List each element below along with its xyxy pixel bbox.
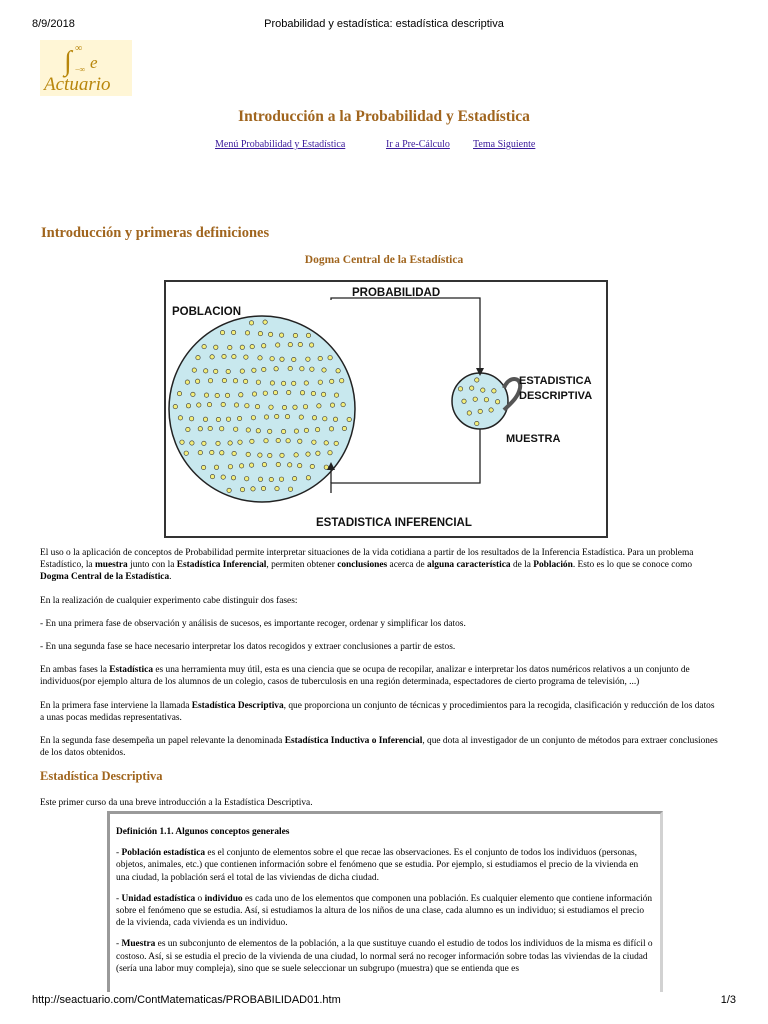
population-dot [279,477,283,481]
population-dot [221,402,225,406]
population-dot [298,342,302,346]
population-dot [252,392,256,396]
population-dot [186,427,190,431]
population-dot [293,333,297,337]
population-dot [334,393,338,397]
logo-e: e [90,53,98,72]
population-dot [214,345,218,349]
population-dot [288,463,292,467]
next-topic-link[interactable]: Tema Siguiente [473,139,536,150]
population-dot [250,344,254,348]
population-dot [226,417,230,421]
population-dot [245,331,249,335]
population-dot [309,343,313,347]
menu-link[interactable]: Menú Probabilidad y Estadística [215,139,346,150]
population-dot [481,388,485,392]
population-dot [231,476,235,480]
population-dot [268,332,272,336]
population-dot [234,427,238,431]
population-dot [198,427,202,431]
population-dot [342,426,346,430]
population-dot [256,429,260,433]
population-dot [458,387,462,391]
population-dot [317,404,321,408]
population-dot [311,391,315,395]
label-muestra: MUESTRA [506,433,561,445]
population-dot [467,411,471,415]
population-dot [285,414,289,418]
population-dot [251,416,255,420]
population-dot [288,342,292,346]
population-dot [273,390,277,394]
population-dot [232,451,236,455]
population-dot [244,355,248,359]
print-page-number: 1/3 [720,994,736,1006]
population-dot [324,441,328,445]
population-dot [328,451,332,455]
population-dot [292,357,296,361]
definition-title: Definición 1.1. Algunos conceptos generales [116,827,290,837]
population-dot [240,487,244,491]
label-estadistica: ESTADISTICA [519,375,592,387]
population-dot [269,477,273,481]
population-dot [315,427,319,431]
population-dot [276,438,280,442]
population-dot [299,415,303,419]
population-dot [258,356,262,360]
population-dot [204,369,208,373]
population-dot [234,403,238,407]
population-dot [180,440,184,444]
dogma-diagram-svg [164,280,608,538]
population-dot [280,453,284,457]
population-dot [310,464,314,468]
population-dot [347,417,351,421]
population-dot [255,404,259,408]
label-inferencial: ESTADISTICA INFERENCIAL [316,517,472,529]
population-dot [246,452,250,456]
population-dot [258,331,262,335]
pre-calculo-link[interactable]: Ir a Pre-Cálculo [386,139,450,150]
population-dot [210,474,214,478]
population-dot [222,354,226,358]
paragraph-fase-1: - En una primera fase de observación y análisis de sucesos, es importante recoger, ordenar y simplificar los datos. [40,618,466,629]
subsection-heading: Estadística Descriptiva [40,769,163,784]
population-dot [249,321,253,325]
population-dot [202,441,206,445]
paragraph-fase-2: - En una segunda fase se hace necesario interpretar los datos recogidos y extraer conclusiones a partir de estos. [40,642,456,653]
population-dot [231,330,235,334]
population-dot [186,404,190,408]
population-dot [203,417,207,421]
population-dot [310,367,314,371]
label-probabilidad: PROBABILIDAD [352,287,441,299]
population-dot [306,452,310,456]
population-dot [336,369,340,373]
population-dot [475,421,479,425]
population-dot [269,405,273,409]
definition-poblacion: - Población estadística es el conjunto de elementos sobre el que recae las observaciones. Es el conjunto de todos los individuos (personas, objetos, animales, etc.) que contienen información sobre el fenómeno que se estudia. Por ejemplo, si estudiamos el precio de la vivienda en una ciudad, la población será el total de las viviendas de dicha ciudad. [116,848,639,883]
label-descriptiva: DESCRIPTIVA [519,390,593,402]
population-dot [294,453,298,457]
population-dot [306,333,310,337]
population-dot [495,400,499,404]
dogma-heading: Dogma Central de la Estadística [304,254,464,266]
logo-sub: −∞ [75,65,86,74]
population-dot [232,354,236,358]
population-dot [177,391,181,395]
population-dot [252,368,256,372]
population-dot [288,487,292,491]
population-dot [210,450,214,454]
population-dot [300,391,304,395]
population-dot [198,450,202,454]
population-dot [292,476,296,480]
population-dot [210,355,214,359]
population-dot [233,379,237,383]
population-dot [258,477,262,481]
logo-integral: ∫ [64,46,72,77]
population-dot [221,475,225,479]
population-dot [207,402,211,406]
population-dot [275,414,279,418]
population-dot [316,451,320,455]
population-dot [243,379,247,383]
population-dot [312,416,316,420]
population-dot [191,392,195,396]
population-dot [220,330,224,334]
population-dot [281,381,285,385]
population-dot [306,357,310,361]
paragraph-fases: En la realización de cualquier experimento cabe distinguir dos fases: [40,595,298,606]
population-dot [298,463,302,467]
population-dot [262,462,266,466]
article-body [40,547,720,820]
population-dot [240,345,244,349]
print-page-title: Probabilidad y estadística: estadística descriptiva [264,18,504,30]
population-dot [239,393,243,397]
population-dot [303,405,307,409]
definition-box [107,811,663,992]
print-header [0,8,768,28]
population-dot [298,439,302,443]
population-dot [250,439,254,443]
population-dot [262,344,266,348]
population-dot [208,379,212,383]
population-dot [220,427,224,431]
population-dot [270,357,274,361]
population-dot [330,379,334,383]
population-dot [276,462,280,466]
population-dot [220,451,224,455]
population-dot [321,392,325,396]
population-dot [226,369,230,373]
population-dot [184,451,188,455]
population-dot [334,441,338,445]
population-dot [227,488,231,492]
population-dot [240,369,244,373]
population-dot [287,390,291,394]
population-dot [251,487,255,491]
population-dot [249,463,253,467]
population-dot [280,357,284,361]
population-dot [484,398,488,402]
population-dot [214,465,218,469]
paragraph-descriptiva: En la primera fase interviene la llamada Estadística Descriptiva, que proporciona un conjunto de técnicas y procedimientos para la recogida, clasificación y reducción de los datos a unas pocas medidas representativas. [40,700,715,723]
population-dot [282,405,286,409]
population-dot [245,404,249,408]
population-dot [264,439,268,443]
population-dot [197,403,201,407]
population-dot [189,417,193,421]
population-dot [216,441,220,445]
population-dot [304,381,308,385]
population-dot [185,380,189,384]
population-dot [294,429,298,433]
population-dot [246,428,250,432]
population-dot [462,399,466,403]
print-url: http://seactuario.com/ContMatematicas/PROBABILIDAD01.htm [32,994,341,1006]
population-dot [276,343,280,347]
population-dot [492,389,496,393]
population-dot [263,320,267,324]
population-dot [323,417,327,421]
population-dot [228,465,232,469]
population-dot [268,429,272,433]
population-dot [329,427,333,431]
population-dot [214,369,218,373]
population-dot [322,368,326,372]
population-dot [268,453,272,457]
population-dot [190,441,194,445]
section-heading: Introducción y primeras definiciones [41,225,270,241]
population-dot [216,417,220,421]
population-dot [173,404,177,408]
population-dot [478,409,482,413]
population-dot [192,368,196,372]
logo-graphic [40,40,132,96]
population-dot [340,379,344,383]
population-dot [470,386,474,390]
population-dot [261,486,265,490]
population-dot [225,393,229,397]
paragraph-estadistica: En ambas fases la Estadística es una herramienta muy útil, esta es una ciencia que se ocupa de recopilar, analizar e interpretar los datos numéricos relativos a un conjunto de individuos(por ejemplo altura de los alumnos de un colegio, casos de tuberculosis en una región determinada, espectadores de cierto programa de televisión, ...) [40,665,690,688]
population-dot [201,465,205,469]
definition-muestra: - Muestra es un subconjunto de elementos de la población, a la que sustituye cuando el estudio de todos los individuos de la misma es difícil o costoso. Así, si se estudia el precio de la vivienda de una ciudad, lo normal será no recoger información sobre todas las viviendas de la ciudad (sería una labor muy compleja), sino que se suele seleccionar un subgrupo (muestra) que se entienda que es [116,939,653,974]
population-dot [239,464,243,468]
population-dot [328,356,332,360]
population-dot [263,391,267,395]
population-dot [330,403,334,407]
population-dot [256,380,260,384]
population-dot [237,416,241,420]
population-dot [318,356,322,360]
paragraph-inferencial: En la segunda fase desempeña un papel relevante la denominada Estadística Inductiva o Inferencial, que dota al investigador de un conjunto de métodos para extraer conclusiones de los datos obtenidos. [40,736,718,759]
print-date: 8/9/2018 [32,18,75,30]
population-dot [341,402,345,406]
population-dot [489,408,493,412]
logo-sup: ∞ [75,43,83,54]
main-title: Introducción a la Probabilidad y Estadística [238,108,530,125]
site-logo[interactable] [40,40,132,96]
paragraph-intro: Este primer curso da una breve introducción a la Estadística Descriptiva. [40,797,313,808]
population-dot [288,366,292,370]
population-dot [228,441,232,445]
population-dot [274,367,278,371]
population-dot [208,426,212,430]
label-poblacion: POBLACION [172,306,241,318]
population-dot [306,476,310,480]
population-dot [475,378,479,382]
population-dot [264,415,268,419]
paragraph-dogma: El uso o la aplicación de conceptos de Probabilidad permite interpretar situaciones de la vida cotidiana a partir de los resultados de la Inferencia Estadística. Para un problema Estadístico, la muestra junto con la Estadística Inferencial, permiten obtener conclusiones acerca de alguna característica de la Población. Esto es lo que se conoce como Dogma Central de la Estadística. [40,548,694,583]
population-dot [195,379,199,383]
population-dot [473,397,477,401]
population-dot [318,380,322,384]
population-dot [293,405,297,409]
population-dot [238,440,242,444]
population-dot [245,477,249,481]
population-dot [292,381,296,385]
population-dot [275,486,279,490]
population-dot [178,416,182,420]
population-dot [215,393,219,397]
population-dot [228,345,232,349]
dogma-diagram [164,280,608,538]
population-dot [286,439,290,443]
population-dot [196,355,200,359]
population-dot [312,440,316,444]
population-dot [333,417,337,421]
population-dot [204,393,208,397]
population-dot [300,367,304,371]
population-dot [304,428,308,432]
population-dot [279,333,283,337]
definition-unidad: - Unidad estadística o individuo es cada uno de los elementos que componen una población. Es cualquier elemento que contiene información sobre el fenómeno que se estudia. Así, si estudiamos la altura de los niños de una clase, cada alumno es un individuo; si estudiamos el precio de la vivienda, cada vivienda es un individuo. [116,893,653,929]
population-dot [222,378,226,382]
population-dot [262,367,266,371]
logo-word: Actuario [44,74,111,95]
population-dot [270,381,274,385]
population-dot [202,344,206,348]
population-dot [258,453,262,457]
population-circle [169,316,355,502]
population-dot [281,429,285,433]
